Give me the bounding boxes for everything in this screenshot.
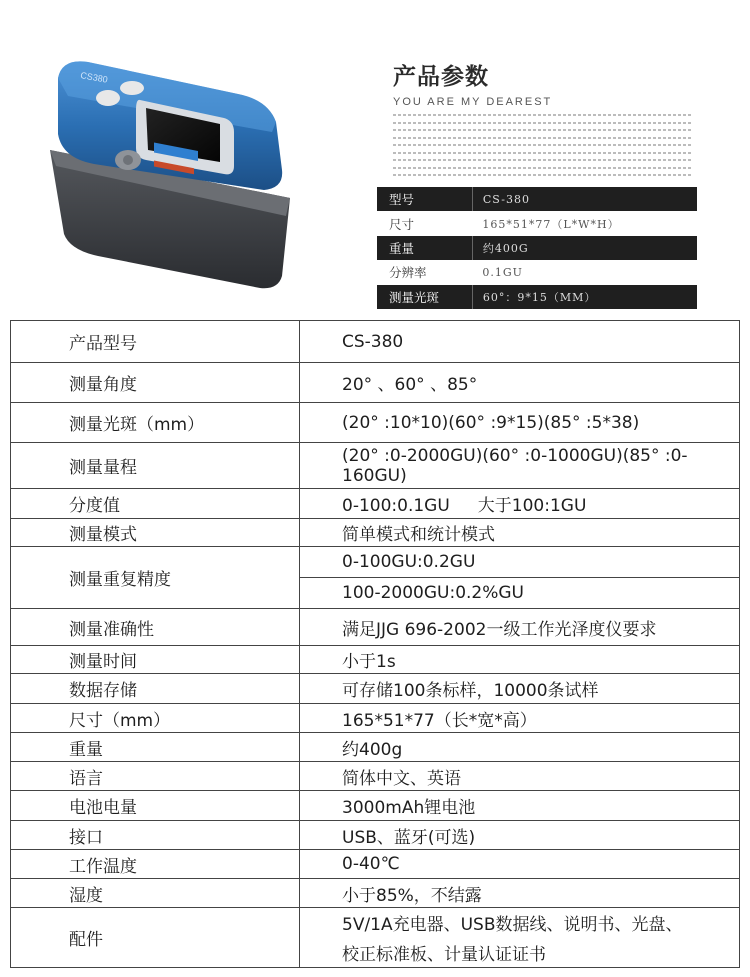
summary-value: 60°：9*15（MM）	[472, 285, 697, 309]
spec-row	[11, 547, 740, 578]
spec-row	[11, 646, 740, 674]
spec-value: 3000mAh锂电池	[300, 791, 740, 821]
spec-row	[11, 850, 740, 879]
spec-value-line: 5V/1A充电器、USB数据线、说明书、光盘、	[342, 915, 683, 935]
spec-row	[11, 733, 740, 762]
spec-value: 100-2000GU:0.2%GU	[300, 578, 740, 609]
summary-spec-table	[377, 187, 697, 309]
spec-row	[11, 762, 740, 791]
spec-value: 约400g	[300, 733, 740, 762]
spec-row	[11, 321, 740, 363]
spec-value-part: 大于100:1GU	[477, 496, 587, 516]
spec-label: 测量模式	[11, 519, 300, 547]
spec-value: 165*51*77（长*宽*高）	[300, 704, 740, 733]
spec-value	[300, 489, 740, 519]
spec-value: 小于1s	[300, 646, 740, 674]
spec-value	[300, 908, 740, 968]
spec-label: 测量时间	[11, 646, 300, 674]
spec-label: 配件	[11, 908, 300, 968]
summary-value: 0.1GU	[472, 260, 697, 284]
spec-value: 满足JJG 696-2002一级工作光泽度仪要求	[300, 609, 740, 646]
product-image	[28, 38, 318, 300]
summary-label: 分辨率	[377, 260, 472, 284]
spec-row	[11, 879, 740, 908]
spec-label: 测量重复精度	[11, 547, 300, 609]
spec-value-line: 校正标准板、计量认证证书	[342, 945, 546, 965]
page-subtitle: YOU ARE MY DEAREST	[393, 96, 553, 108]
spec-label: 湿度	[11, 879, 300, 908]
spec-row	[11, 908, 740, 968]
spec-label: 接口	[11, 821, 300, 850]
spec-row	[11, 704, 740, 733]
spec-row	[11, 609, 740, 646]
spec-value: 0-40℃	[300, 850, 740, 879]
spec-label: 测量量程	[11, 443, 300, 489]
spec-label: 数据存储	[11, 674, 300, 704]
spec-label: 测量角度	[11, 363, 300, 403]
summary-row	[377, 187, 697, 211]
spec-row	[11, 443, 740, 489]
spec-row	[11, 674, 740, 704]
spec-value: (20° :10*10)(60° :9*15)(85° :5*38)	[300, 403, 740, 443]
spec-row	[11, 489, 740, 519]
spec-value: 20° 、60° 、85°	[300, 363, 740, 403]
spec-row	[11, 791, 740, 821]
decorative-text-lines	[393, 114, 693, 176]
spec-label: 尺寸（mm）	[11, 704, 300, 733]
spec-value: USB、蓝牙(可选)	[300, 821, 740, 850]
summary-label: 重量	[377, 236, 472, 260]
summary-label: 尺寸	[377, 211, 472, 235]
summary-row	[377, 285, 697, 309]
spec-value: 简单模式和统计模式	[300, 519, 740, 547]
spec-value: (20° :0-2000GU)(60° :0-1000GU)(85° :0-160GU)	[300, 443, 740, 489]
summary-value: CS-380	[472, 187, 697, 211]
summary-label: 型号	[377, 187, 472, 211]
spec-value: 小于85%，不结露	[300, 879, 740, 908]
summary-label: 测量光斑	[377, 285, 472, 309]
spec-value-part: 0-100:0.1GU	[342, 496, 450, 516]
spec-label: 重量	[11, 733, 300, 762]
summary-value: 约400G	[472, 236, 697, 260]
spec-label: 语言	[11, 762, 300, 791]
spec-value: 可存储100条标样，10000条试样	[300, 674, 740, 704]
spec-row	[11, 519, 740, 547]
spec-label: 电池电量	[11, 791, 300, 821]
device-label: CS380	[79, 70, 109, 85]
summary-row	[377, 211, 697, 235]
spec-value: 简体中文、英语	[300, 762, 740, 791]
summary-row	[377, 236, 697, 260]
spec-row	[11, 363, 740, 403]
spec-label: 分度值	[11, 489, 300, 519]
spec-row	[11, 403, 740, 443]
spec-label: 工作温度	[11, 850, 300, 879]
spec-label: 测量准确性	[11, 609, 300, 646]
page-title: 产品参数	[393, 64, 489, 90]
summary-value: 165*51*77（L*W*H）	[472, 211, 697, 235]
spec-value: 0-100GU:0.2GU	[300, 547, 740, 578]
spec-value: CS-380	[300, 321, 740, 363]
summary-row	[377, 260, 697, 284]
full-spec-table	[10, 320, 740, 968]
spec-label: 产品型号	[11, 321, 300, 363]
spec-label: 测量光斑（mm）	[11, 403, 300, 443]
spec-row	[11, 821, 740, 850]
